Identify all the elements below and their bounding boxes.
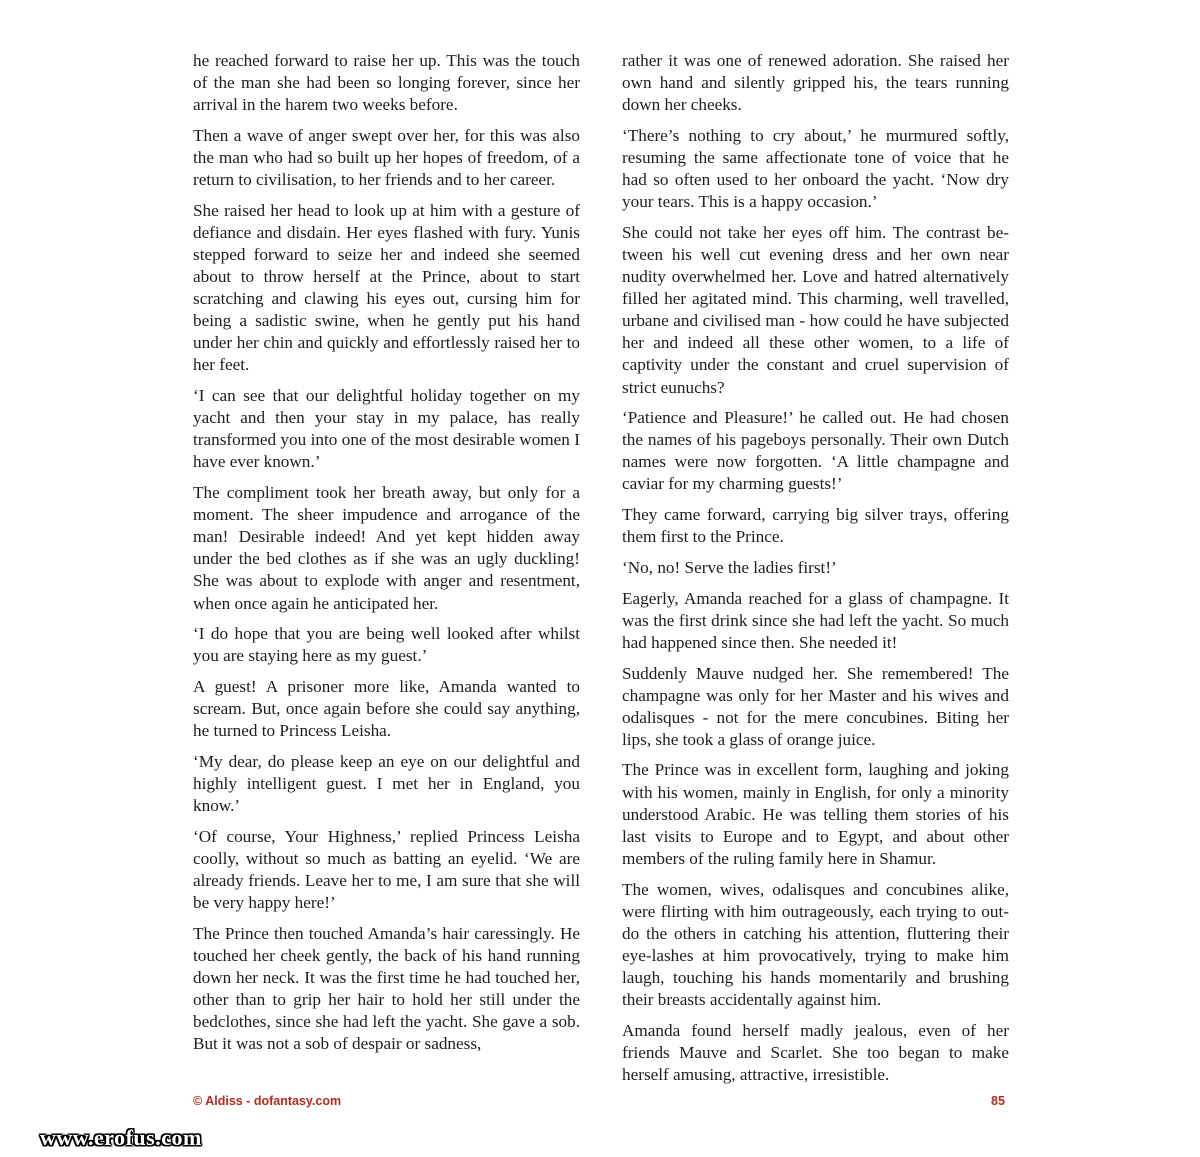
right-text-column [622,50,1009,1095]
paragraph: ‘Patience and Pleasure!’ he called out. He had chosen the names of his pageboys personally. Their own Dutch names were now forgotten. ‘A little champagne and caviar for my charming guests!’ [622,408,1009,494]
paragraph: The Prince then touched Amanda’s hair caressingly. He touched her cheek gently, the back of his hand running down her neck. It was the first time he had touched her, other than to grip her hair to hold her still under the bedclothes, since she had left the yacht. She gave a sob. But it was not a sob of despair or sadness, [193,923,580,1054]
footer-copyright: © Aldiss - dofantasy.com [193,1094,342,1108]
paragraph: A guest! A prisoner more like, Amanda wanted to scream. But, once again before she could say anything, he turned to Princess Leisha. [193,677,580,741]
paragraph: She raised her head to look up at him with a gesture of defiance and disdain. Her eyes flashed with fury. Yunis stepped forward to seize her and indeed she seemed about to throw herself at the Prince, about to start scratching and clawing his eyes out, cursing him for being a sadistic swine, when he gently put his hand under her chin and quickly and effortlessly raised her to her feet. [193,200,580,375]
paragraph: ‘I can see that our delightful holiday together on my yacht and then your stay in my palace, has really transformed you into one of the most desirable women I have ever known.’ [193,386,580,472]
paragraph: ‘Of course, Your Highness,’ replied Princess Leisha coolly, without so much as batting an eyelid. ‘We are already friends. Leave her to me, I am sure that she will be very happy here!’ [193,826,580,913]
paragraph: The compliment took her breath away, but only for a moment. The sheer impudence and arrogance of the man! Desirable indeed! And yet kept hidden away under the bed clothes as if she was an ugly duckling! She was about to explode with anger and resentment, when once again he anticipated her. [193,483,580,613]
paragraph: ‘My dear, do please keep an eye on our delightful and highly intelligent guest. I met her in England, you know.’ [193,751,580,816]
paragraph: The women, wives, odalisques and concubines alike, were flirting with him outrageously, each trying to out-do the others in catching his attention, fluttering their eye-lashes at him provocatively, trying to make him laugh, touching his hands momentarily and brushing their breasts accidentally against him. [622,879,1009,1009]
paragraph: he reached forward to raise her up. This was the touch of the man she had been so longing forever, since her arrival in the harem two weeks before. [193,51,580,115]
paragraph: Then a wave of anger swept over her, for this was also the man who had so built up her hopes of freedom, of a return to civilisation, to her friends and to her career. [193,125,580,190]
paragraph: ‘I do hope that you are being well looked after whilst you are staying here as my guest.’ [193,624,580,666]
paragraph: rather it was one of renewed adoration. She raised her own hand and silently gripped his, the tears running down her cheeks. [622,51,1009,115]
page-number: 85 [991,1094,1005,1108]
paragraph: Suddenly Mauve nudged her. She remembered! The champagne was only for her Master and his wives and odalisques - not for the mere concubines. Biting her lips, she took a glass of orange juice. [622,663,1009,749]
paragraph: The Prince was in excellent form, laughing and joking with his women, mainly in English, for only a minority understood Arabic. He was telling them stories of his last visits to Europe and to Egypt, and about other members of the ruling family here in Shamur. [622,760,1009,868]
paragraph: They came forward, carrying big silver trays, offering them first to the Prince. [622,505,1009,547]
paragraph: Eagerly, Amanda reached for a glass of champagne. It was the first drink since she had left the yacht. So much had happened since then. She needed it! [622,588,1009,652]
left-text-column [193,50,580,1064]
paragraph: ‘There’s nothing to cry about,’ he murmured softly, resuming the same affectionate tone of voice that he had so often used to her onboard the yacht. ‘Now dry your tears. This is a happy occasion.’ [622,125,1009,212]
paragraph: Amanda found herself madly jealous, even of her friends Mauve and Scarlet. She too began to make herself amusing, attractive, irresistible. [622,1020,1009,1084]
paragraph: She could not take her eyes off him. The contrast between his well cut evening dress and her own near nudity overwhelmed her. Love and hatred alternatively filled her agitated mind. This charming, well travelled, urbane and civilised man - how could he have subjected her and indeed all these other women, to a life of captivity under the constant and cruel supervision of strict eunuchs? [622,222,1009,397]
watermark: www.erofus.com [40,1125,202,1150]
paragraph: ‘No, no! Serve the ladies first!’ [622,557,837,577]
